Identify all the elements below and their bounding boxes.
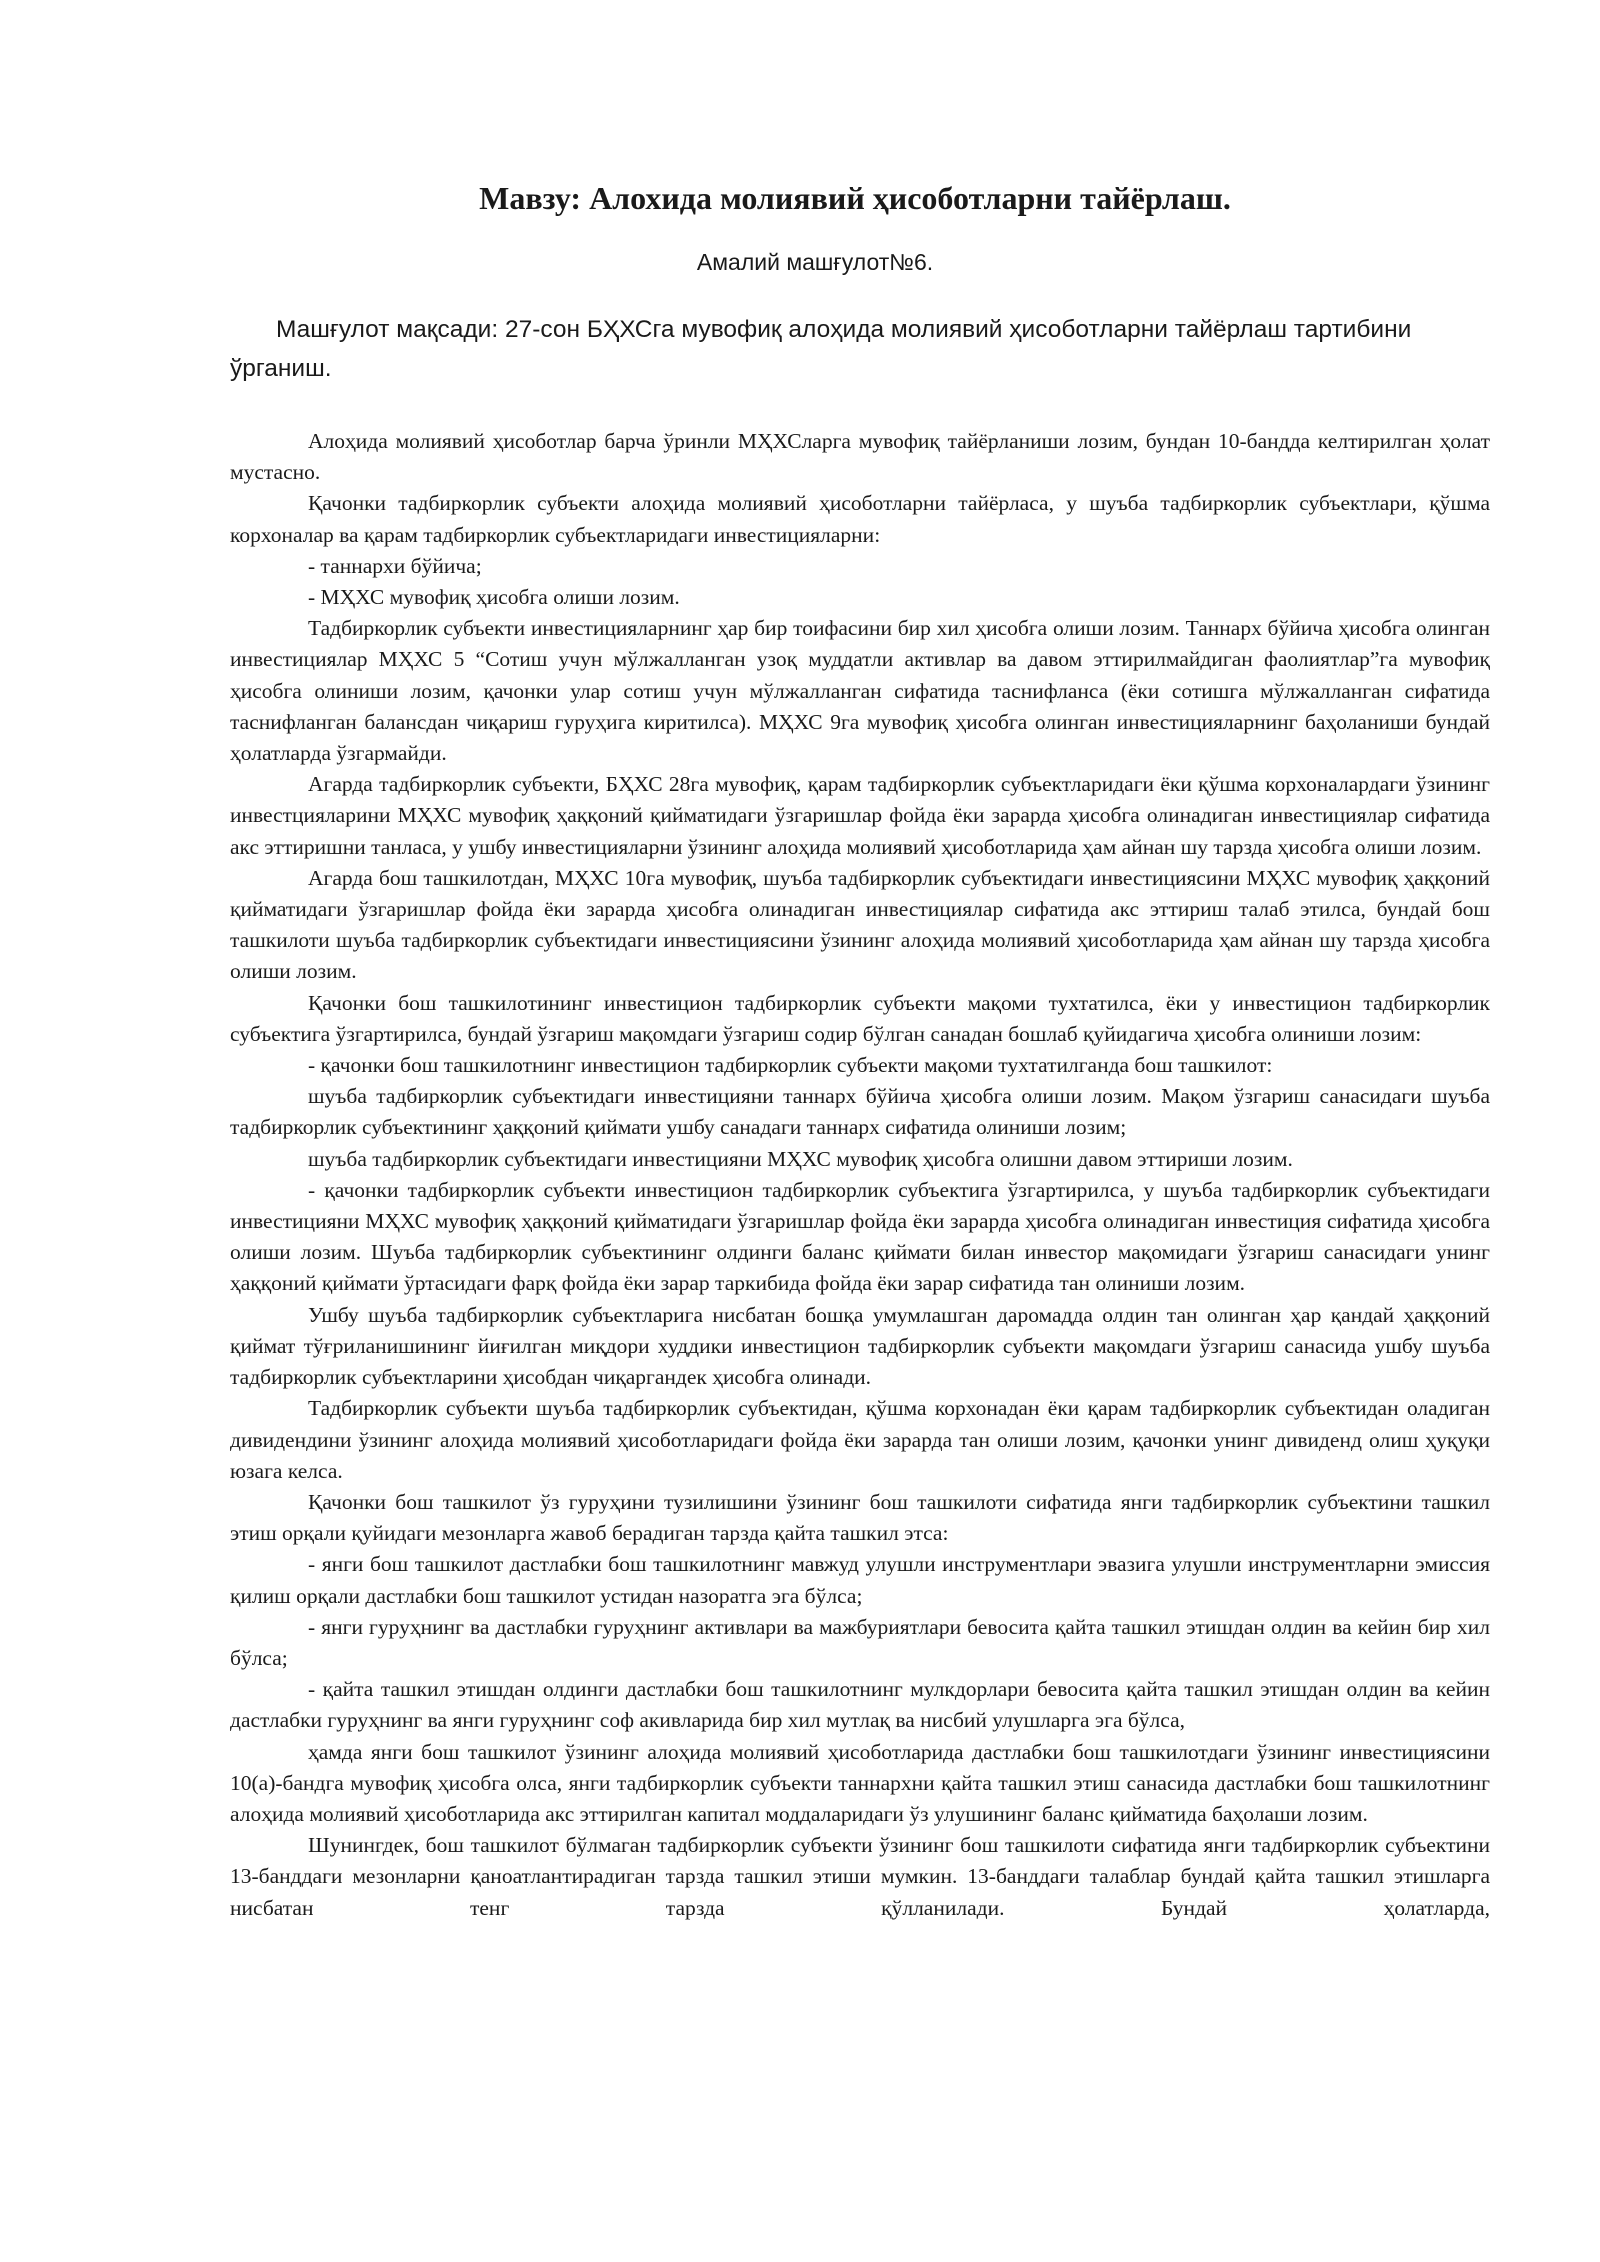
list-item: - янги гуруҳнинг ва дастлабки гуруҳнинг активлари ва мажбуриятлари бевосита қайта ташкил этишдан олдин ва кейин бир хил бўлса; (230, 1614, 1490, 1670)
paragraph: Қачонки тадбиркорлик субъекти алоҳида молиявий ҳисоботларни тайёрласа, у шуъба тадбиркорлик субъектлари, қўшма корхоналар ва қарам тадбиркорлик субъектларидаги инвестицияларни: (230, 491, 1490, 547)
paragraph: Қачонки бош ташкилот ўз гуруҳини тузилишини ўзининг бош ташкилоти сифатида янги тадбиркорлик субъектини ташкил этиш орқали қуйидаги мезонларга жавоб берадиган тарзда қайта ташкил этса: (230, 1489, 1490, 1546)
lesson-goal: Машғулот мақсади: 27-сон БҲХСга мувофиқ алоҳида молиявий ҳисоботларни тайёрлаш тартибини ўрганиш. (230, 316, 1412, 382)
paragraph: Қачонки бош ташкилотининг инвестицион тадбиркорлик субъекти мақоми тухтатилса, ёки у инвестицион тадбиркорлик субъектига ўзгартирилса, бундай ўзгариш мақомдаги ўзгариш содир бўлган санадан бошлаб қуйидагича ҳисобга олиниши лозим: (230, 990, 1490, 1046)
paragraph: ҳамда янги бош ташкилот ўзининг алоҳида молиявий ҳисоботларида дастлабки бош ташкилотдаги ўзининг инвестициясини 10(а)-бандга мувофиқ ҳисобга олса, янги тадбиркорлик субъекти таннархни қайта ташкил этиш санасида дастлабки бош ташкилотнинг алоҳида молиявий ҳисоботларида акс эттирилган капитал моддаларидаги ўз улушининг баланс қийматида баҳолаши лозим. (230, 1739, 1490, 1826)
list-item: - янги бош ташкилот дастлабки бош ташкилотнинг мавжуд улушли инструментлари эвазига улушли инструментларни эмиссия қилиш орқали дастлабки бош ташкилот устидан назоратга эга бўлса; (230, 1552, 1490, 1608)
list-item: - қачонки бош ташкилотнинг инвестицион тадбиркорлик субъекти мақоми тухтатилганда бош ташкилот: (308, 1053, 1273, 1078)
paragraph: Алоҳида молиявий ҳисоботлар барча ўринли МҲХСларга мувофиқ тайёрланиши лозим, бундан 10-бандда келтирилган ҳолат мустасно. (230, 429, 1490, 485)
paragraph: Агарда бош ташкилотдан, МҲХС 10га мувофиқ, шуъба тадбиркорлик субъектидаги инвестициясини МҲХС мувофиқ ҳаққоний қийматидаги ўзгаришлар фойда ёки зарарда ҳисобга олинадиган инвестициялар сифатида акс эттириш талаб этилса, бундай бош ташкилоти шуъба тадбиркорлик субъектидаги инвестициясини ўзининг алоҳида молиявий ҳисоботларида ҳам айнан шу тарзда ҳисобга олиши лозим. (230, 865, 1490, 984)
paragraph: Шунингдек, бош ташкилот бўлмаган тадбиркорлик субъекти ўзининг бош ташкилоти сифатида янги тадбиркорлик субъектини 13-банддаги мезонларни қаноатлантирадиган тарзда ташкил этиши мумкин. 13-банддаги талаблар бундай қайта ташкил этишларга нисбатан тенг тарзда қўлланилади. Бундай ҳолатларда, (230, 1833, 1490, 1920)
document-title: Мавзу: Алохида молиявий ҳисоботларни тайёрлаш. (479, 180, 1231, 216)
paragraph: Тадбиркорлик субъекти шуъба тадбиркорлик субъектидан, қўшма корхонадан ёки қарам тадбиркорлик субъектидан оладиган дивидендини ўзининг алоҳида молиявий ҳисоботларидаги фойда ёки зарарда тан олиши лозим, қачонки унинг дивиденд олиш ҳуқуқи юзага келса. (230, 1396, 1490, 1483)
paragraph: шуъба тадбиркорлик субъектидаги инвестицияни МҲХС мувофиқ ҳисобга олишни давом эттириши лозим. (308, 1146, 1293, 1171)
document-body (230, 426, 1490, 1924)
list-item: - қайта ташкил этишдан олдинги дастлабки бош ташкилотнинг мулкдорлари бевосита қайта ташкил этишдан олдин ва кейин дастлабки гуруҳнинг ва янги гуруҳнинг соф акивларида бир хил мутлақ ва нисбий улушларга эга бўлса, (230, 1677, 1490, 1733)
list-item: - МҲХС мувофиқ ҳисобга олиши лозим. (308, 585, 680, 610)
paragraph: Тадбиркорлик субъекти инвестицияларнинг ҳар бир тоифасини бир хил ҳисобга олиши лозим. Таннарх бўйича ҳисобга олинган инвестициялар МҲХС 5 “Сотиш учун мўлжалланган узоқ муддатли активлар ва давом эттирилмайдиган фаолиятлар”га мувофиқ ҳисобга олиниши лозим, қачонки улар сотиш учун мўлжалланган сифатида таснифланса (ёки сотишга мўлжалланган сифатида таснифланган балансдан чиқариш гуруҳига киритилса). МҲХС 9га мувофиқ ҳисобга олинган инвестицияларнинг баҳоланиши бундай ҳолатларда ўзгармайди. (230, 616, 1490, 766)
paragraph: Агарда тадбиркорлик субъекти, БҲХС 28га мувофиқ, қарам тадбиркорлик субъектларидаги ёки қўшма корхоналардаги ўзининг инвестцияларини МҲХС мувофиқ ҳаққоний қийматидаги ўзгаришлар фойда ёки зарарда ҳисобга олинадиган инвестициялар сифатида акс эттиришни танласа, у ушбу инвестицияларни ўзининг алоҳида молиявий ҳисоботларида ҳам айнан шу тарзда ҳисобга олиши лозим. (230, 772, 1490, 859)
document-subtitle: Амалий машғулот№6. (696, 249, 934, 275)
list-item: - таннархи бўйича; (308, 553, 482, 578)
paragraph: шуъба тадбиркорлик субъектидаги инвестицияни таннарх бўйича ҳисобга олиши лозим. Мақом ўзгариш санасидаги шуъба тадбиркорлик субъектининг ҳаққоний қиймати ушбу санадаги таннарх сифатида олиниши лозим; (230, 1084, 1490, 1140)
paragraph: Ушбу шуъба тадбиркорлик субъектларига нисбатан бошқа умумлашган даромадда олдин тан олинган ҳар қандай ҳаққоний қиймат тўғриланишининг йиғилган миқдори худдики инвестицион тадбиркорлик субъекти мақомдаги ўзгариш санасида ушбу шуъба тадбиркорлик субъектларини ҳисобдан чиқаргандек ҳисобга олинади. (230, 1302, 1490, 1390)
list-item: - қачонки тадбиркорлик субъекти инвестицион тадбиркорлик субъектига ўзгартирилса, у шуъба тадбиркорлик субъектидаги инвестицияни МҲХС мувофиқ ҳаққоний қийматидаги ўзгаришлар фойда ёки зарарда ҳисобга олинадиган инвестиция сифатида ҳисобга олиши лозим. Шуъба тадбиркорлик субъектининг олдинги баланс қиймати билан инвестор мақомидаги ўзгариш санасидаги унинг ҳаққоний қиймати ўртасидаги фарқ фойда ёки зарар таркибида фойда ёки зарар сифатида тан олиниши лозим. (230, 1177, 1490, 1296)
